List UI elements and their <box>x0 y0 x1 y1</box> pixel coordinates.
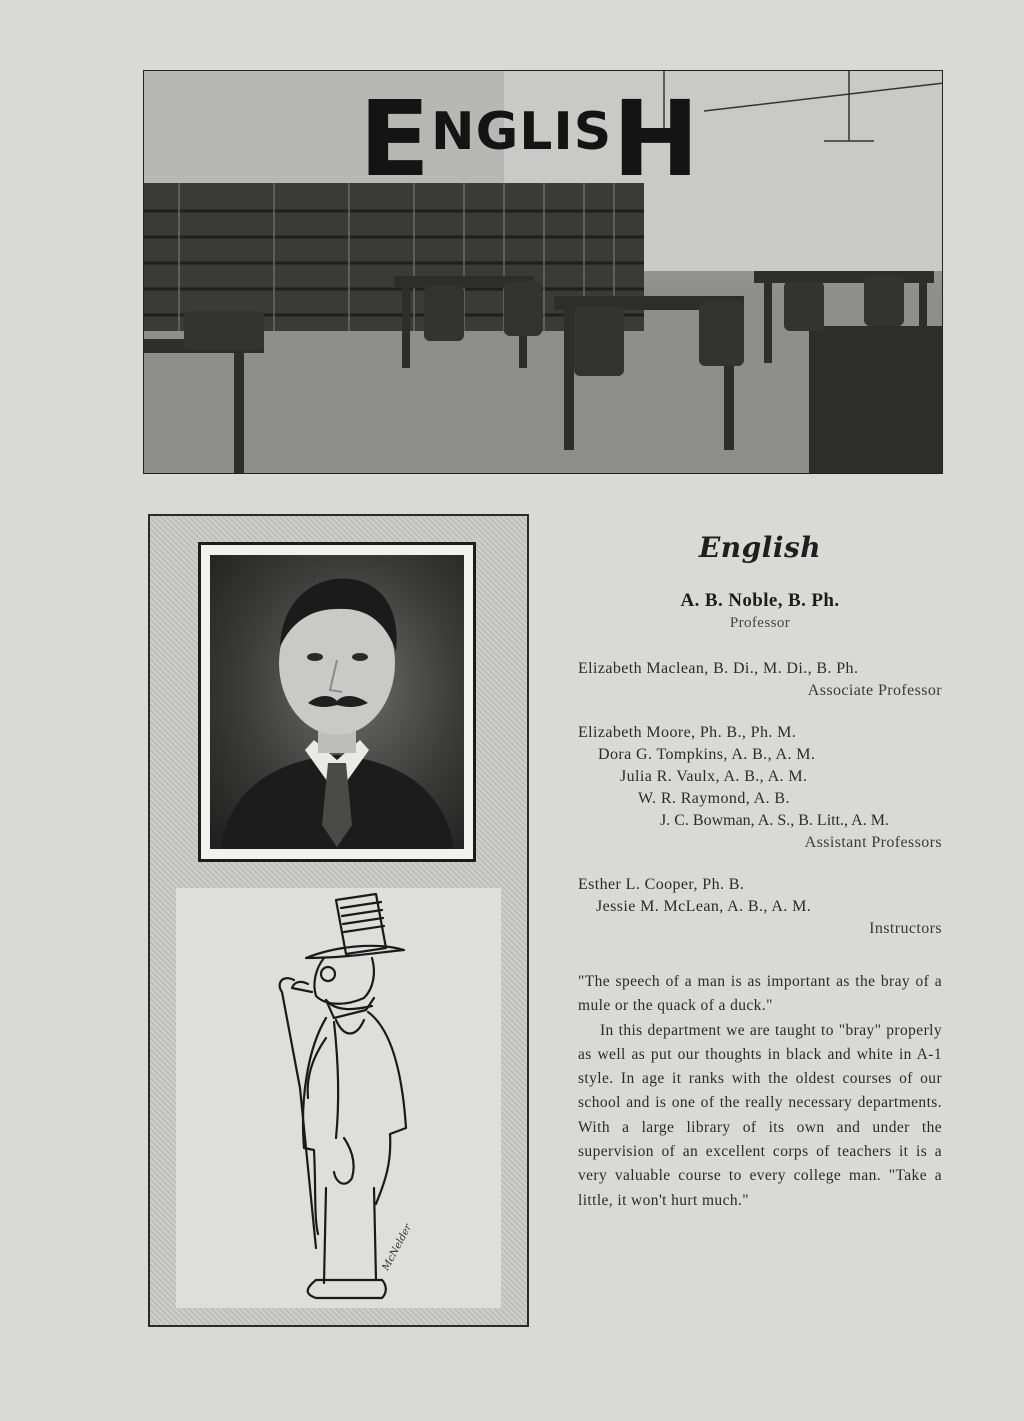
faculty-column <box>578 530 942 1213</box>
head-professor-title: Professor <box>729 615 791 631</box>
banner-title <box>359 78 701 200</box>
caricature-signature: McNelder <box>380 1222 415 1273</box>
banner-title-final: H <box>612 78 701 200</box>
assistant-professor-name: Dora G. Tompkins, A. B., A. M. <box>598 746 816 763</box>
assistant-professor-name: J. C. Bowman, A. S., B. Litt., A. M. <box>660 812 889 829</box>
assistant-professor-name: W. R. Raymond, A. B. <box>638 790 790 807</box>
head-professor-name: A. B. Noble, B. Ph. <box>680 590 840 611</box>
banner-title-middle: NGLIS <box>431 102 613 162</box>
top-hat-gentleman-caricature <box>176 888 501 1308</box>
associate-professor-group <box>578 658 942 702</box>
caricature-drawing <box>176 888 501 1308</box>
professor-portrait-photo <box>210 555 464 849</box>
section-heading: English <box>698 531 822 564</box>
instructor-name: Esther L. Cooper, Ph. B. <box>578 876 745 893</box>
assistant-professor-name: Elizabeth Moore, Ph. B., Ph. M. <box>578 724 797 741</box>
instructors-group <box>578 874 942 940</box>
description-body: In this department we are taught to "bray" properly as well as put our thoughts in black and white in A-1 style. In age it ranks with the oldest courses of our school and is one of the really necessary departments. With a large library of its own and under the supervision of an excellent corps of teachers it is a very valuable course to every college man. "Take a little, it won't hurt much." <box>578 1021 942 1209</box>
description-quote: "The speech of a man is as important as the bray of a mule or the quack of a duck." <box>578 973 942 1015</box>
associate-professor-role: Associate Professor <box>807 682 942 699</box>
assistant-professor-name: Julia R. Vaulx, A. B., A. M. <box>620 768 808 785</box>
instructor-name: Jessie M. McLean, A. B., A. M. <box>596 898 812 915</box>
assistant-professors-group <box>578 722 942 854</box>
illustration-panel <box>148 514 529 1327</box>
instructors-role: Instructors <box>869 920 942 937</box>
library-banner-photo <box>143 70 943 474</box>
department-description <box>578 970 942 1213</box>
portrait-frame <box>198 542 476 862</box>
associate-professor-name: Elizabeth Maclean, B. Di., M. Di., B. Ph. <box>578 660 859 677</box>
banner-title-initial: E <box>359 78 432 200</box>
assistant-professors-role: Assistant Professors <box>804 834 942 851</box>
portrait-illustration <box>210 555 464 849</box>
